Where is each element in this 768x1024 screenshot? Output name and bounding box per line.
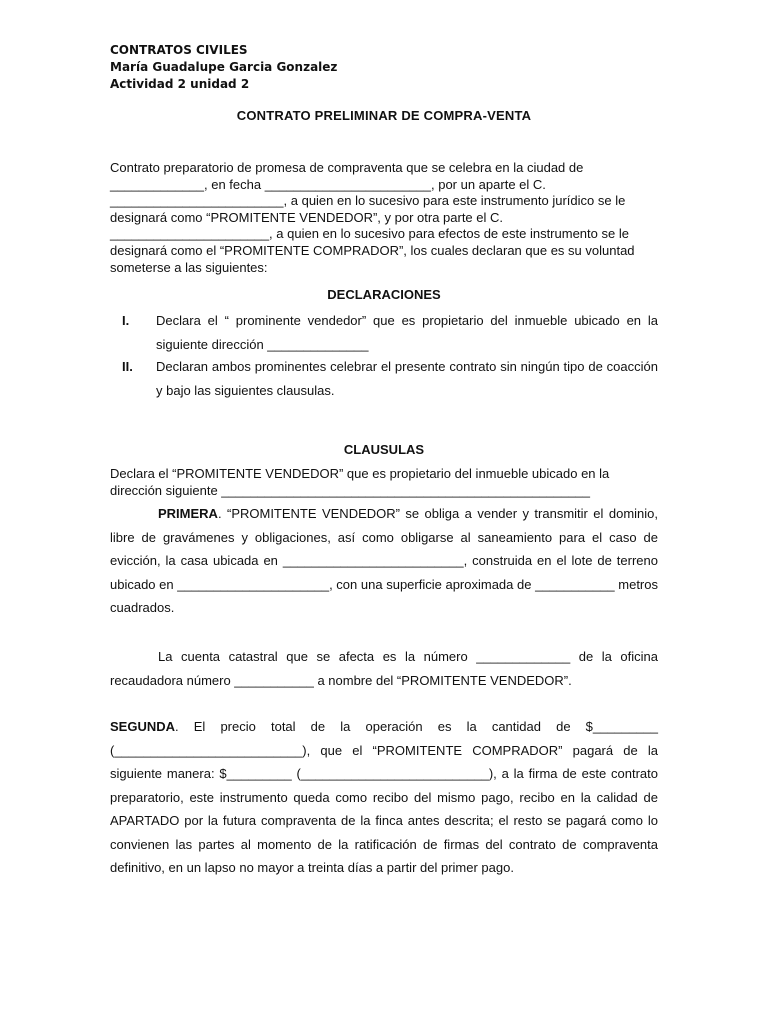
clausula-segunda xyxy=(110,715,658,880)
declaracion-number: I. xyxy=(122,313,130,328)
course-name: CONTRATOS CIVILES xyxy=(110,43,248,57)
segunda-label: SEGUNDA xyxy=(110,719,176,734)
declaracion-text: Declara el “ prominente vendedor” que es propietario del inmueble ubicado en la siguiente dirección ______________ xyxy=(156,313,658,352)
document-header xyxy=(110,42,337,93)
activity-label: Actividad 2 unidad 2 xyxy=(110,77,250,91)
clausulas-heading: CLAUSULAS xyxy=(343,442,425,457)
declaracion-number: II. xyxy=(122,359,133,374)
declaraciones-heading: DECLARACIONES xyxy=(327,287,441,302)
declaracion-text: Declaran ambos prominentes celebrar el presente contrato sin ningún tipo de coacción y bajo las siguientes clausulas. xyxy=(156,359,658,398)
clausula-primera xyxy=(110,502,658,620)
primera-text: . “PROMITENTE VENDEDOR” se obliga a vender y transmitir el dominio, libre de gravámenes y obligaciones, así como obligarse al saneamiento para el caso de evicción, la casa ubicada en _________________________, construida en el lote de terreno ubicado en _____________________, con una superficie aproximada de ___________ metros cuadrados. xyxy=(110,506,658,615)
intro-paragraph: Contrato preparatorio de promesa de compraventa que se celebra en la ciudad de _____________, en fecha _______________________, por un aparte el C. ________________________, a quien en lo sucesivo para este instrumento jurídico se le designará como “PROMITENTE VENDEDOR”, y por otra parte el C. ______________________, a quien en lo sucesivo para efectos de este instrumento se le designará como el “PROMITENTE COMPRADOR”, los cuales declaran que es su voluntad someterse a las siguientes: xyxy=(110,160,635,275)
segunda-text: . El precio total de la operación es la cantidad de $_________ (__________________________), que el “PROMITENTE COMPRADOR” pagará de la siguiente manera: $_________ (__________________________), a la firma de este contrato preparatorio, este instrumento queda como recibo del mismo pago, recibo en la calidad de APARTADO por la futura compraventa de la finca antes descrita; el resto se pagará como lo convienen las partes al momento de la ratificación de firmas del contrato de compraventa definitivo, en un lapso no mayor a treinta días a partir del primer pago. xyxy=(110,719,658,875)
declaracion-item xyxy=(110,309,658,356)
author-name: María Guadalupe Garcia Gonzalez xyxy=(110,60,338,74)
clausulas-intro: Declara el “PROMITENTE VENDEDOR” que es propietario del inmueble ubicado en la dirección siguiente ___________________________________________________ xyxy=(110,466,610,498)
primera-label: PRIMERA xyxy=(158,506,218,521)
document-title: CONTRATO PRELIMINAR DE COMPRA-VENTA xyxy=(236,108,532,123)
cuenta-catastral-paragraph: La cuenta catastral que se afecta es la número _____________ de la oficina recaudadora número ___________ a nombre del “PROMITENTE VENDEDOR”. xyxy=(110,649,658,688)
declaracion-item xyxy=(110,355,658,402)
